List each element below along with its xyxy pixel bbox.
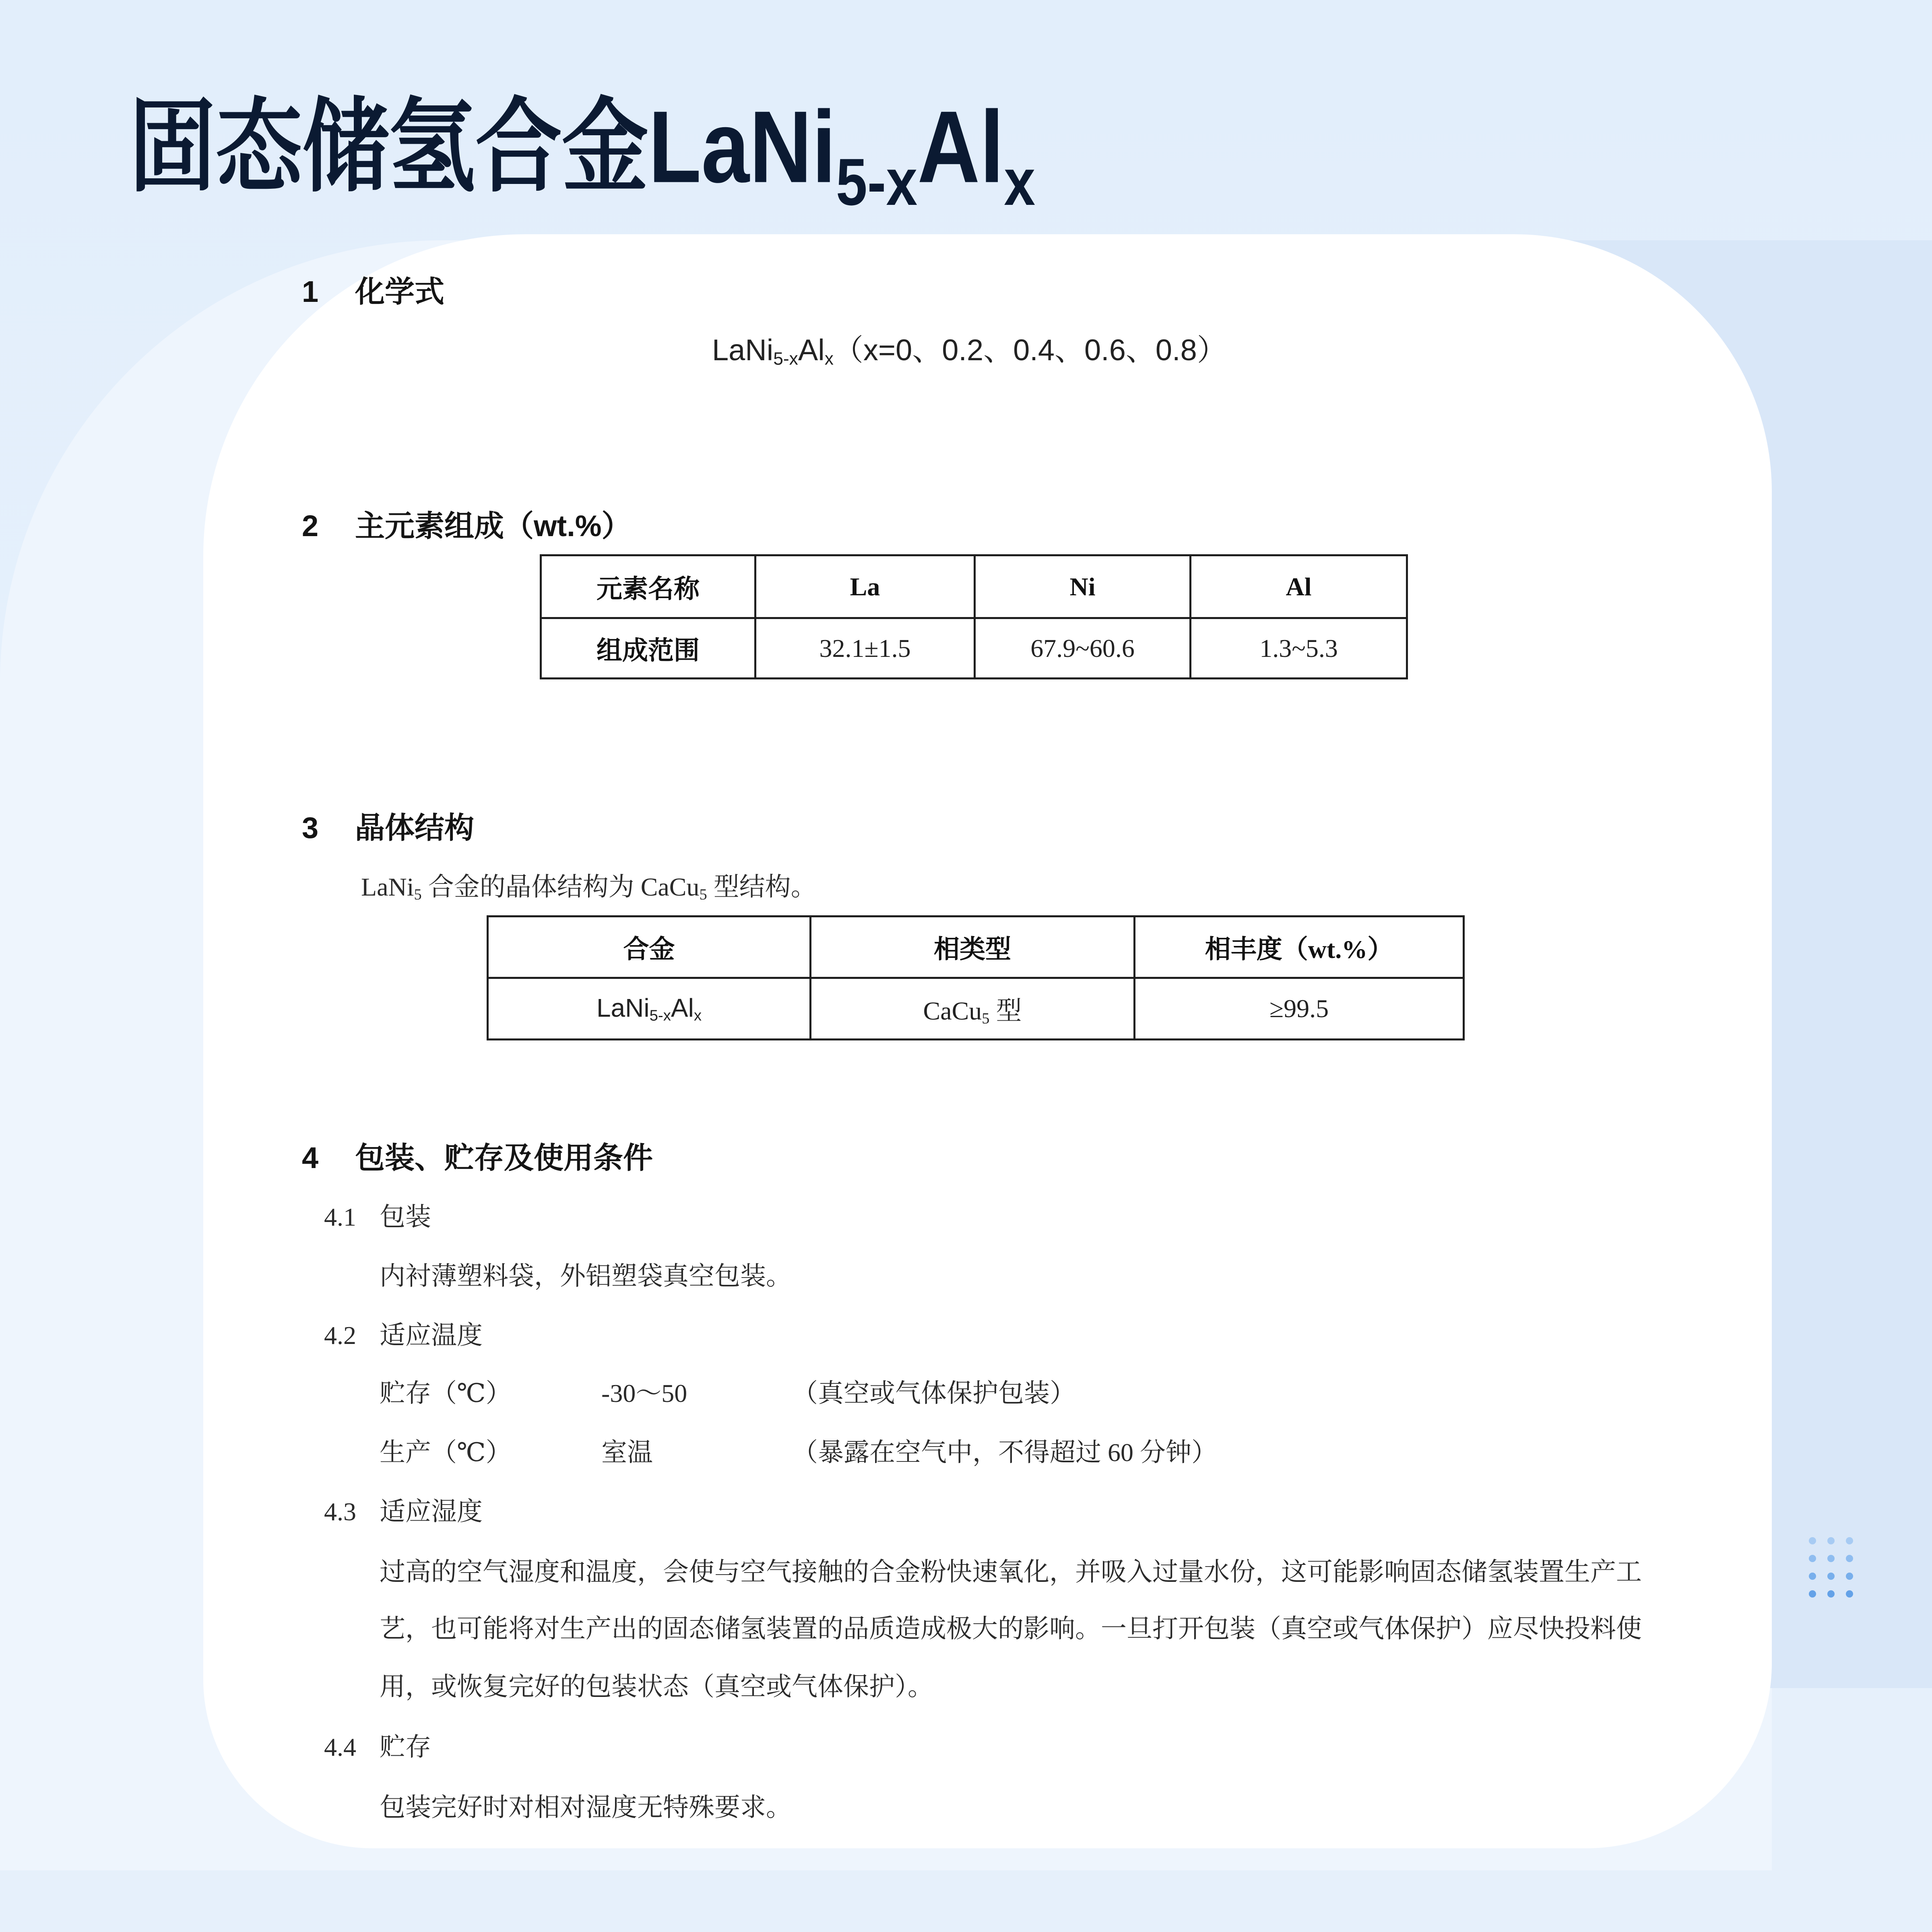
dot: [1809, 1555, 1816, 1562]
chemical-formula: [712, 330, 1227, 370]
subsection-title: 适应湿度: [380, 1497, 483, 1526]
table-header-row: [488, 916, 1464, 978]
dot: [1809, 1537, 1816, 1544]
section-number: 3: [302, 811, 319, 844]
temperature-label: 生产（℃）: [380, 1438, 512, 1467]
title-text: Al: [917, 89, 1004, 204]
temperature-value: 室温: [601, 1438, 653, 1467]
dots-decoration: [1803, 1532, 1859, 1603]
table-header-row: [541, 555, 1407, 618]
desc-part: 合金的晶体结构为 CaCu: [421, 873, 700, 901]
composition-table: [540, 554, 1408, 679]
section-number: 2: [302, 509, 319, 543]
title-subscript: x: [1004, 144, 1036, 219]
formula-part: Al: [798, 333, 825, 367]
subsection-number: 4.4: [324, 1733, 356, 1761]
subsection-temperature-heading: [324, 1315, 483, 1356]
table-header-cell: 合金: [488, 916, 811, 978]
temperature-note: （暴露在空气中，不得超过 60 分钟）: [792, 1438, 1217, 1467]
table-cell: 67.9~60.6: [975, 618, 1191, 679]
alloy-cell: [488, 978, 811, 1040]
subsection-number: 4.1: [324, 1203, 356, 1231]
table-header-cell: Al: [1191, 555, 1407, 618]
section-number: 4: [302, 1141, 319, 1174]
section-title: 主元素组成（wt.%）: [355, 509, 632, 543]
dot: [1827, 1590, 1835, 1598]
dot: [1846, 1537, 1853, 1544]
section-title: 晶体结构: [355, 811, 474, 844]
table-header-cell: 相丰度（wt.%）: [1135, 916, 1464, 978]
section-2-heading: [302, 506, 632, 546]
dot: [1827, 1573, 1835, 1580]
title-subscript: 5-x: [836, 144, 918, 219]
table-row-label: 组成范围: [541, 618, 755, 679]
temperature-label: 贮存（℃）: [380, 1379, 512, 1408]
desc-part: 型结构。: [707, 873, 817, 901]
formula-part: LaNi: [712, 333, 774, 367]
subsection-title: 适应温度: [380, 1321, 483, 1350]
alloy-subscript: x: [694, 1007, 702, 1024]
formula-subscript: x: [824, 349, 834, 369]
temperature-note: （真空或气体保护包装）: [792, 1379, 1075, 1408]
dot: [1809, 1573, 1816, 1580]
table-row: [488, 978, 1464, 1040]
subsection-number: 4.3: [324, 1497, 356, 1526]
dot: [1827, 1555, 1835, 1562]
page-title: [129, 85, 1036, 219]
desc-subscript: 5: [414, 886, 422, 903]
dot: [1827, 1537, 1835, 1544]
dot: [1846, 1590, 1853, 1598]
crystal-structure-table: [487, 915, 1465, 1040]
table-header-cell: 元素名称: [541, 555, 755, 618]
section-4-heading: [302, 1138, 653, 1178]
dot: [1809, 1590, 1816, 1598]
table-header-cell: Ni: [975, 555, 1191, 618]
temperature-row-production: [380, 1432, 1217, 1473]
humidity-paragraph-line: 过高的空气湿度和温度，会使与空气接触的合金粉快速氧化，并吸入过量水份，这可能影响固态储氢装置生产工: [380, 1558, 1642, 1586]
phase-part: CaCu: [923, 996, 982, 1025]
phase-part: 型: [989, 996, 1022, 1025]
subsection-title: 贮存: [380, 1733, 431, 1761]
alloy-part: Al: [671, 993, 694, 1022]
humidity-paragraph-line: 用，或恢复完好的包装状态（真空或气体保护）。: [380, 1672, 933, 1701]
desc-part: LaNi: [361, 873, 414, 901]
table-header-cell: 相类型: [811, 916, 1135, 978]
packaging-text: 内衬薄塑料袋，外铝塑袋真空包装。: [380, 1262, 792, 1290]
alloy-part: LaNi: [596, 993, 650, 1022]
alloy-subscript: 5-x: [649, 1007, 671, 1024]
section-title: 化学式: [355, 275, 444, 308]
table-cell: 1.3~5.3: [1191, 618, 1407, 679]
phase-subscript: 5: [982, 1010, 990, 1027]
phase-cell: [811, 978, 1135, 1040]
abundance-cell: ≥99.5: [1135, 978, 1464, 1040]
subsection-storage-heading: [324, 1727, 431, 1767]
formula-subscript: 5-x: [773, 349, 798, 369]
formula-range: （x=0、0.2、0.4、0.6、0.8）: [833, 333, 1227, 367]
subsection-number: 4.2: [324, 1321, 356, 1350]
desc-subscript: 5: [699, 886, 707, 903]
subsection-title: 包装: [380, 1203, 431, 1231]
temperature-row-storage: [380, 1373, 1075, 1414]
section-3-heading: [302, 808, 474, 848]
dot: [1846, 1555, 1853, 1562]
title-text: 固态储氢合金LaNi: [129, 89, 836, 204]
section-1-heading: [302, 272, 444, 312]
storage-text: 包装完好时对相对湿度无特殊要求。: [380, 1793, 792, 1822]
temperature-value: -30～50: [601, 1379, 687, 1408]
dot: [1846, 1573, 1853, 1580]
subsection-humidity-heading: [324, 1492, 483, 1532]
content-card: [203, 234, 1772, 1848]
table-row: [541, 618, 1407, 679]
section-title: 包装、贮存及使用条件: [355, 1141, 653, 1174]
humidity-paragraph-line: 艺，也可能将对生产出的固态储氢装置的品质造成极大的影响。一旦打开包装（真空或气体保护）应尽快投料使: [380, 1614, 1642, 1643]
table-header-cell: La: [755, 555, 975, 618]
subsection-packaging-heading: [324, 1197, 431, 1237]
table-cell: 32.1±1.5: [755, 618, 975, 679]
section-number: 1: [302, 275, 319, 308]
crystal-structure-description: [361, 867, 817, 907]
